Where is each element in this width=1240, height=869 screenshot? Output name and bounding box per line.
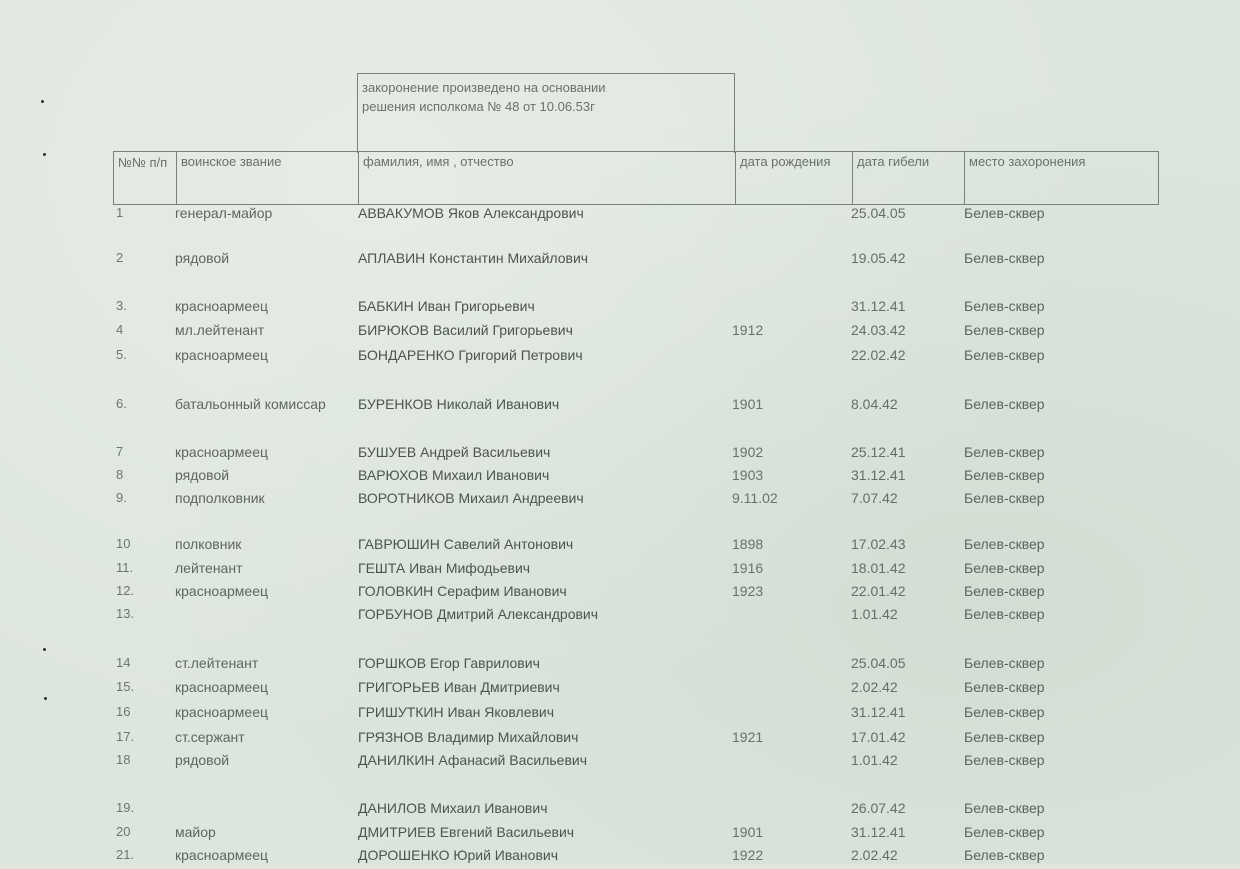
cell-rank: красноармеец (175, 298, 269, 314)
cell-num: 1 (116, 205, 124, 220)
header-birth: дата рождения (735, 152, 852, 204)
cell-rank: рядовой (175, 752, 230, 768)
cell-rank: мл.лейтенант (175, 322, 265, 338)
cell-place: Белев-сквер (964, 752, 1045, 768)
cell-death: 25.12.41 (851, 444, 906, 460)
cell-name: ДАНИЛКИН Афанасий Васильевич (358, 752, 587, 768)
table-row (0, 347, 1240, 369)
cell-num: 7 (116, 444, 124, 459)
cell-num: 8 (116, 467, 124, 482)
cell-place: Белев-сквер (964, 583, 1045, 599)
cell-name: ГОЛОВКИН Серафим Иванович (358, 583, 567, 599)
cell-birth: 1901 (732, 824, 764, 840)
header-name: фамилия, имя , отчество (358, 152, 735, 204)
cell-place: Белев-сквер (964, 824, 1045, 840)
cell-num: 10 (116, 536, 131, 551)
cell-rank: ст.лейтенант (175, 655, 259, 671)
cell-rank: красноармеец (175, 847, 269, 863)
cell-death: 24.03.42 (851, 322, 906, 338)
margin-dot (43, 648, 46, 651)
cell-name: ДОРОШЕНКО Юрий Иванович (358, 847, 559, 863)
cell-name: ГОРБУНОВ Дмитрий Александрович (358, 606, 599, 622)
header-death: дата гибели (852, 152, 964, 204)
cell-birth: 1916 (732, 560, 764, 576)
cell-place: Белев-сквер (964, 250, 1045, 266)
cell-birth: 1903 (732, 467, 764, 483)
header-rank: воинское звание (176, 152, 358, 204)
cell-name: ДАНИЛОВ Михаил Иванович (358, 800, 548, 816)
table-row (0, 250, 1240, 272)
cell-place: Белев-сквер (964, 322, 1045, 338)
cell-place: Белев-сквер (964, 298, 1045, 314)
burial-note (357, 73, 735, 153)
cell-death: 1.01.42 (851, 606, 898, 622)
cell-num: 21. (116, 847, 135, 862)
cell-name: ВОРОТНИКОВ Михаил Андреевич (358, 490, 584, 506)
cell-death: 8.04.42 (851, 396, 898, 412)
cell-name: БУРЕНКОВ Николай Иванович (358, 396, 560, 412)
cell-place: Белев-сквер (964, 679, 1045, 695)
cell-name: ГРИГОРЬЕВ Иван Дмитриевич (358, 679, 560, 695)
cell-birth: 1923 (732, 583, 764, 599)
table-header (113, 151, 1159, 205)
table-row (0, 467, 1240, 489)
table-row (0, 606, 1240, 628)
cell-num: 17. (116, 729, 135, 744)
cell-death: 22.02.42 (851, 347, 906, 363)
table-row (0, 396, 1240, 418)
cell-num: 12. (116, 583, 135, 598)
cell-rank: красноармеец (175, 679, 269, 695)
table-row (0, 847, 1240, 869)
table-row (0, 752, 1240, 774)
cell-death: 31.12.41 (851, 704, 906, 720)
cell-birth: 1901 (732, 396, 764, 412)
cell-name: ГОРШКОВ Егор Гаврилович (358, 655, 540, 671)
cell-death: 31.12.41 (851, 467, 906, 483)
table-row (0, 800, 1240, 822)
cell-name: ДМИТРИЕВ Евгений Васильевич (358, 824, 575, 840)
table-row (0, 536, 1240, 558)
cell-place: Белев-сквер (964, 467, 1045, 483)
cell-birth: 1922 (732, 847, 764, 863)
header-place: место захоронения (964, 152, 1158, 204)
cell-death: 22.01.42 (851, 583, 906, 599)
cell-death: 25.04.05 (851, 205, 906, 221)
cell-death: 7.07.42 (851, 490, 898, 506)
cell-place: Белев-сквер (964, 444, 1045, 460)
burial-note-line2: решения исполкома № 48 от 10.06.53г (362, 99, 595, 114)
burial-note-line1: закоронение произведено на основании (362, 80, 606, 95)
cell-rank: ст.сержант (175, 729, 245, 745)
cell-death: 2.02.42 (851, 847, 898, 863)
table-row (0, 322, 1240, 344)
cell-rank: рядовой (175, 467, 230, 483)
cell-death: 31.12.41 (851, 298, 906, 314)
cell-name: БАБКИН Иван Григорьевич (358, 298, 535, 314)
cell-birth: 1898 (732, 536, 764, 552)
table-row (0, 298, 1240, 320)
cell-place: Белев-сквер (964, 729, 1045, 745)
table-row (0, 679, 1240, 701)
cell-place: Белев-сквер (964, 205, 1045, 221)
cell-name: ГРЯЗНОВ Владимир Михайлович (358, 729, 579, 745)
cell-place: Белев-сквер (964, 347, 1045, 363)
cell-name: ГЕШТА Иван Мифодьевич (358, 560, 531, 576)
header-num: №№ п/п (118, 155, 168, 170)
cell-death: 2.02.42 (851, 679, 898, 695)
cell-place: Белев-сквер (964, 536, 1045, 552)
cell-place: Белев-сквер (964, 396, 1045, 412)
cell-name: БИРЮКОВ Василий Григорьевич (358, 322, 573, 338)
cell-birth: 1902 (732, 444, 764, 460)
cell-rank: красноармеец (175, 347, 269, 363)
cell-num: 16 (116, 704, 131, 719)
cell-name: АПЛАВИН Константин Михайлович (358, 250, 589, 266)
cell-num: 20 (116, 824, 131, 839)
cell-death: 19.05.42 (851, 250, 906, 266)
table-row (0, 490, 1240, 512)
cell-num: 13. (116, 606, 135, 621)
margin-dot (43, 153, 46, 156)
table-row (0, 560, 1240, 582)
cell-rank: красноармеец (175, 444, 269, 460)
cell-place: Белев-сквер (964, 655, 1045, 671)
cell-rank: лейтенант (175, 560, 243, 576)
cell-rank: красноармеец (175, 583, 269, 599)
cell-death: 26.07.42 (851, 800, 906, 816)
cell-num: 15. (116, 679, 135, 694)
table-row (0, 655, 1240, 677)
margin-dot (41, 100, 44, 103)
cell-rank: полковник (175, 536, 242, 552)
cell-death: 1.01.42 (851, 752, 898, 768)
cell-death: 31.12.41 (851, 824, 906, 840)
cell-rank: подполковник (175, 490, 265, 506)
cell-num: 4 (116, 322, 124, 337)
cell-death: 17.01.42 (851, 729, 906, 745)
cell-death: 25.04.05 (851, 655, 906, 671)
cell-rank: красноармеец (175, 704, 269, 720)
cell-name: БОНДАРЕНКО Григорий Петрович (358, 347, 583, 363)
cell-rank: рядовой (175, 250, 230, 266)
cell-num: 6. (116, 396, 127, 411)
cell-place: Белев-сквер (964, 560, 1045, 576)
cell-num: 11. (116, 560, 134, 575)
cell-rank: майор (175, 824, 216, 840)
cell-num: 14 (116, 655, 131, 670)
cell-birth: 1912 (732, 322, 764, 338)
cell-place: Белев-сквер (964, 800, 1045, 816)
cell-num: 18 (116, 752, 131, 767)
cell-death: 18.01.42 (851, 560, 906, 576)
cell-birth: 9.11.02 (732, 490, 778, 506)
table-row (0, 583, 1240, 605)
cell-num: 9. (116, 490, 127, 505)
cell-num: 2 (116, 250, 124, 265)
cell-birth: 1921 (732, 729, 764, 745)
cell-place: Белев-сквер (964, 606, 1045, 622)
cell-num: 19. (116, 800, 135, 815)
cell-place: Белев-сквер (964, 847, 1045, 863)
cell-rank: батальонный комиссар (175, 396, 326, 412)
cell-name: ГРИШУТКИН Иван Яковлевич (358, 704, 555, 720)
table-row (0, 704, 1240, 726)
table-row (0, 824, 1240, 846)
table-row (0, 444, 1240, 466)
cell-death: 17.02.43 (851, 536, 906, 552)
cell-num: 5. (116, 347, 127, 362)
cell-name: БУШУЕВ Андрей Васильевич (358, 444, 551, 460)
cell-rank: генерал-майор (175, 205, 273, 221)
cell-num: 3. (116, 298, 127, 313)
cell-name: АВВАКУМОВ Яков Александрович (358, 205, 584, 221)
table-row (0, 729, 1240, 751)
cell-place: Белев-сквер (964, 704, 1045, 720)
cell-name: ВАРЮХОВ Михаил Иванович (358, 467, 550, 483)
cell-place: Белев-сквер (964, 490, 1045, 506)
table-row (0, 205, 1240, 227)
cell-name: ГАВРЮШИН Савелий Антонович (358, 536, 574, 552)
